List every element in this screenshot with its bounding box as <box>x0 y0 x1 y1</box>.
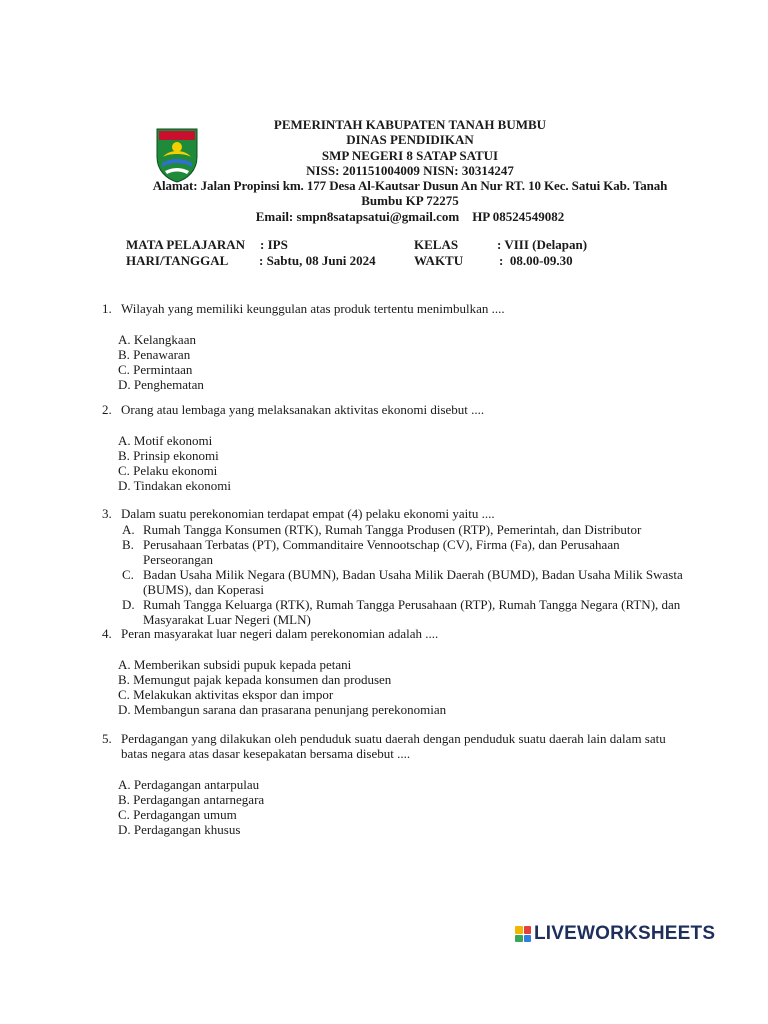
question-number: 3. <box>102 506 112 521</box>
brand-square <box>515 926 523 934</box>
subject-value: : IPS <box>260 237 288 252</box>
header-line: DINAS PENDIDIKAN <box>346 132 474 148</box>
option-d[interactable] <box>122 597 683 627</box>
question-2 <box>102 402 682 493</box>
time-value: : 08.00-09.30 <box>499 253 573 268</box>
option-list <box>102 657 682 717</box>
option-d[interactable]: D. Membangun sarana dan prasarana penunjang perekonomian <box>118 702 447 717</box>
question-text: Peran masyarakat luar negeri dalam perekonomian adalah .... <box>121 626 439 641</box>
option-a[interactable]: A. Motif ekonomi <box>118 433 213 448</box>
option-letter: B. <box>122 537 134 552</box>
option-letter: A. <box>122 522 135 537</box>
date-value: : Sabtu, 08 Juni 2024 <box>259 253 376 268</box>
option-list <box>102 433 682 493</box>
question-text: Perdagangan yang dilakukan oleh penduduk suatu daerah dengan penduduk suatu daerah lain dalam satu batas negara atas dasar kesepakatan bersama disebut .... <box>121 731 666 761</box>
option-c[interactable] <box>122 567 683 597</box>
question-3 <box>102 506 682 627</box>
option-c[interactable]: C. Pelaku ekonomi <box>118 463 218 478</box>
brand-square <box>515 935 523 943</box>
header-line: Bumbu KP 72275 <box>361 193 459 209</box>
header-line: Email: smpn8satapsatui@gmail.com HP 08524549082 <box>255 208 565 224</box>
class-label: KELAS <box>414 237 459 252</box>
option-list <box>102 777 682 837</box>
date-label: HARI/TANGGAL <box>126 253 229 268</box>
option-b[interactable]: B. Penawaran <box>118 347 191 362</box>
option-c[interactable]: C. Melakukan aktivitas ekspor dan impor <box>118 687 334 702</box>
question-5 <box>102 731 682 837</box>
question-number: 1. <box>102 301 112 316</box>
liveworksheets-logo <box>515 923 715 945</box>
header-line: Alamat: Jalan Propinsi km. 177 Desa Al-Kautsar Dusun An Nur RT. 10 Kec. Satui Kab. Tanah <box>152 178 668 194</box>
exam-info <box>0 237 768 269</box>
question-number: 5. <box>102 731 112 746</box>
option-text: Rumah Tangga Keluarga (RTK), Rumah Tangga Perusahaan (RTP), Rumah Tangga Negara (RTN), dan Masyarakat Luar Negeri (MLN) <box>143 597 681 627</box>
option-a[interactable] <box>122 522 703 537</box>
option-b[interactable] <box>122 537 683 567</box>
option-b[interactable]: B. Memungut pajak kepada konsumen dan produsen <box>118 672 392 687</box>
option-text: Perusahaan Terbatas (PT), Commanditaire Vennootschap (CV), Firma (Fa), dan Perusahaan Perseorangan <box>143 537 620 567</box>
option-d[interactable]: D. Tindakan ekonomi <box>118 478 232 493</box>
question-text: Dalam suatu perekonomian terdapat empat (4) pelaku ekonomi yaitu .... <box>121 506 495 521</box>
option-c[interactable]: C. Permintaan <box>118 362 193 377</box>
option-d[interactable]: D. Perdagangan khusus <box>118 822 241 837</box>
option-a[interactable]: A. Memberikan subsidi pupuk kepada petani <box>118 657 352 672</box>
liveworksheets-mark-icon <box>515 926 531 942</box>
class-value: : VIII (Delapan) <box>497 237 588 252</box>
time-label: WAKTU <box>414 253 464 268</box>
question-1 <box>102 301 682 392</box>
subject-label: MATA PELAJARAN <box>126 237 246 252</box>
header-line: NISS: 201151004009 NISN: 30314247 <box>306 162 514 178</box>
header-line: PEMERINTAH KABUPATEN TANAH BUMBU <box>273 117 547 132</box>
option-a[interactable]: A. Kelangkaan <box>118 332 196 347</box>
option-b[interactable]: B. Prinsip ekonomi <box>118 448 219 463</box>
header-line: SMP NEGERI 8 SATAP SATUI <box>321 147 499 163</box>
option-a[interactable]: A. Perdagangan antarpulau <box>118 777 260 792</box>
question-number: 2. <box>102 402 112 417</box>
option-c[interactable]: C. Perdagangan umum <box>118 807 237 822</box>
brand-square <box>524 926 532 934</box>
option-letter: C. <box>122 567 134 582</box>
question-number: 4. <box>102 626 112 641</box>
option-text: Rumah Tangga Konsumen (RTK), Rumah Tangga Produsen (RTP), Pemerintah, dan Distributor <box>143 522 642 537</box>
question-text: Orang atau lembaga yang melaksanakan aktivitas ekonomi disebut .... <box>121 402 485 417</box>
option-text: Badan Usaha Milik Negara (BUMN), Badan Usaha Milik Daerah (BUMD), Badan Usaha Milik Swasta (BUMS), dan Koperasi <box>143 567 683 597</box>
option-letter: D. <box>122 597 135 612</box>
option-d[interactable]: D. Penghematan <box>118 377 204 392</box>
option-list <box>102 332 682 392</box>
option-b[interactable]: B. Perdagangan antarnegara <box>118 792 265 807</box>
question-4 <box>102 626 682 717</box>
liveworksheets-wordmark: LIVEWORKSHEETS <box>534 923 716 944</box>
question-text: Wilayah yang memiliki keunggulan atas produk tertentu menimbulkan .... <box>121 301 505 316</box>
brand-square <box>524 935 532 943</box>
option-list <box>102 522 682 627</box>
letterhead-text <box>110 117 710 224</box>
